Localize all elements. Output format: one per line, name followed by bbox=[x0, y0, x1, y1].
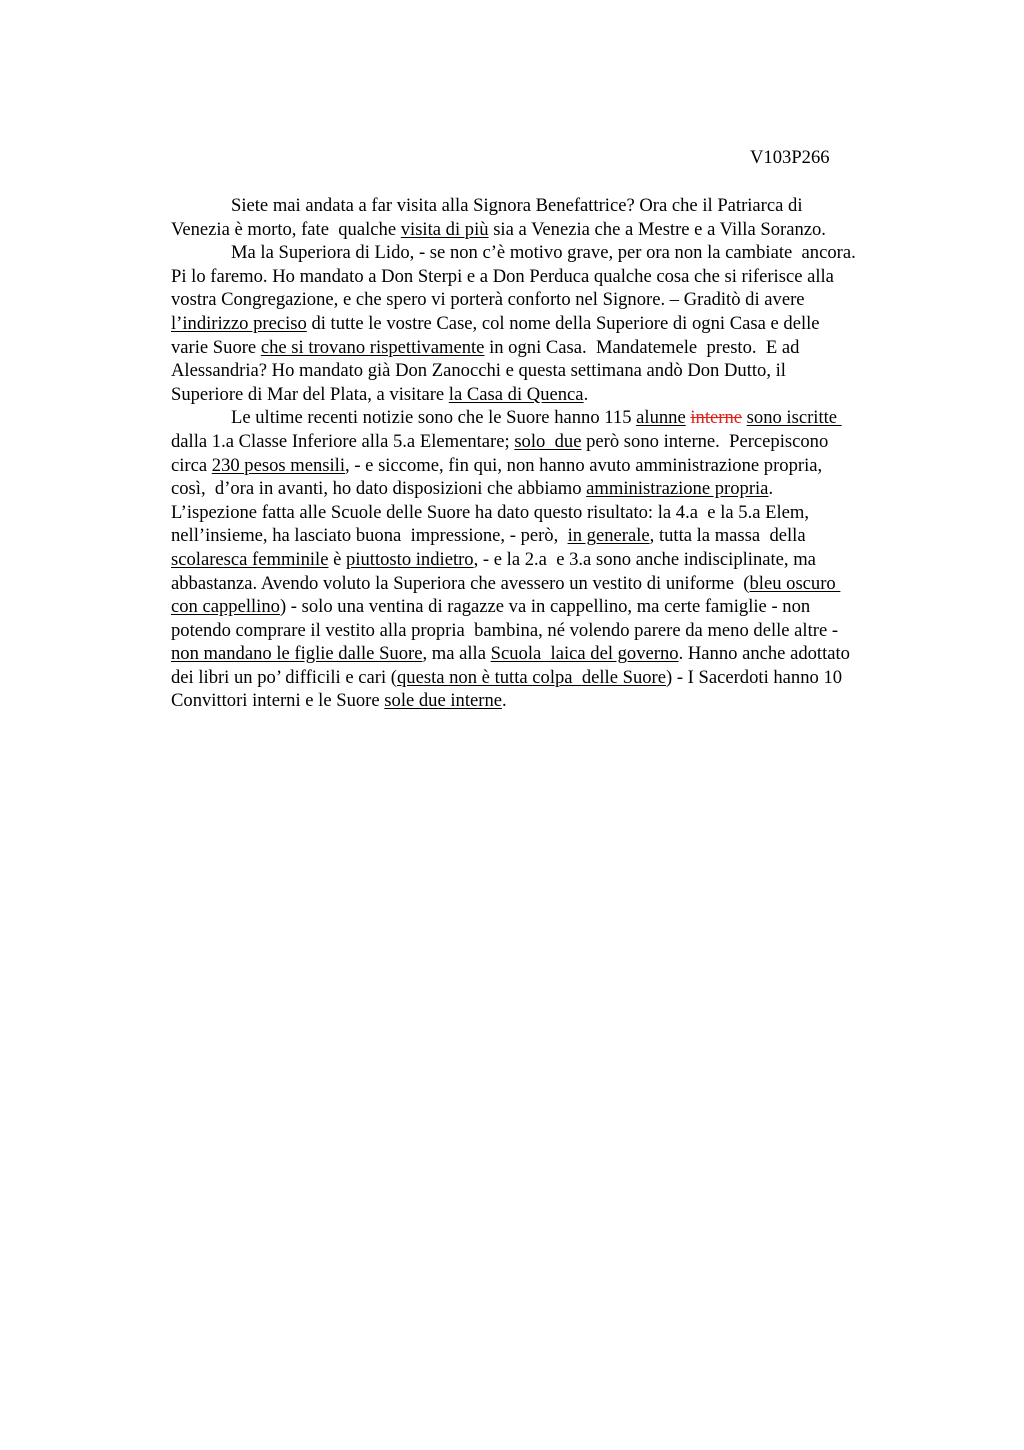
text-line bbox=[171, 548, 931, 572]
text-line bbox=[171, 572, 931, 596]
text-line bbox=[171, 501, 931, 525]
text-line bbox=[171, 524, 931, 548]
text-run: abbastanza. Avendo voluto la Superiora che avessero un vestito di uniforme ( bbox=[171, 572, 750, 594]
text-run: , - e siccome, fin qui, non hanno avuto amministrazione propria, bbox=[345, 454, 823, 476]
text-run: . bbox=[768, 478, 774, 500]
letter-body bbox=[171, 194, 931, 713]
underlined-text: non mandano le figlie dalle Suore bbox=[171, 643, 423, 665]
text-run: dei libri un po’ difficili e cari ( bbox=[171, 666, 397, 688]
text-run: vostra Congregazione, e che spero vi porterà conforto nel Signore. – Graditò di avere bbox=[171, 289, 805, 311]
text-run: di tutte le vostre Case, col nome della Superiore di ogni Casa e delle bbox=[306, 312, 820, 334]
text-line bbox=[171, 241, 931, 265]
text-line bbox=[171, 406, 931, 430]
struck-text: interne bbox=[690, 407, 742, 429]
text-run: potendo comprare il vestito alla propria bambina, né volendo parere da meno delle altre - bbox=[171, 619, 839, 641]
text-line bbox=[171, 336, 931, 360]
text-line bbox=[171, 218, 931, 242]
text-run: in ogni Casa. Mandatemele presto. E ad bbox=[484, 336, 800, 358]
text-line bbox=[171, 265, 931, 289]
underlined-text: 230 pesos mensili bbox=[211, 454, 346, 476]
text-run: Siete mai andata a far visita alla Signora Benefattrice? Ora che il Patriarca di bbox=[231, 195, 803, 216]
text-run: , tutta la massa della bbox=[649, 525, 806, 547]
text-run: . bbox=[502, 690, 507, 712]
text-line bbox=[171, 666, 931, 690]
text-run: Pi lo faremo. Ho mandato a Don Sterpi e a Don Perduca qualche cosa che si riferisce alla bbox=[171, 265, 834, 287]
text-run: Alessandria? Ho mandato già Don Zanocchi e questa settimana andò Don Dutto, il bbox=[171, 360, 786, 382]
text-run: varie Suore bbox=[171, 336, 261, 358]
text-line bbox=[171, 383, 931, 407]
text-run: , ma alla bbox=[422, 643, 491, 665]
text-run: dalla 1.a Classe Inferiore alla 5.a Elementare; bbox=[171, 430, 515, 452]
text-run: Convittori interni e le Suore bbox=[171, 690, 385, 712]
text-line bbox=[171, 288, 931, 312]
underlined-text: sole due interne bbox=[384, 690, 502, 712]
text-line bbox=[171, 359, 931, 383]
underlined-text: scolaresca femminile bbox=[171, 548, 329, 570]
document-id: V103P266 bbox=[750, 147, 830, 168]
underlined-text: questa non è tutta colpa delle Suore bbox=[396, 666, 666, 688]
text-run: così, d’ora in avanti, ho dato disposizioni che abbiamo bbox=[171, 478, 587, 500]
underlined-text: visita di più bbox=[400, 218, 489, 240]
text-run: Venezia è morto, fate qualche bbox=[171, 218, 401, 240]
text-run: sia a Venezia che a Mestre e a Villa Soranzo. bbox=[488, 218, 826, 240]
text-line bbox=[171, 595, 931, 619]
text-line bbox=[171, 454, 931, 478]
text-run: . Hanno anche adottato bbox=[678, 643, 850, 665]
text-line bbox=[171, 312, 931, 336]
text-run: Ma la Superiora di Lido, - se non c’è motivo grave, per ora non la cambiate ancora. bbox=[231, 242, 856, 264]
text-line bbox=[171, 642, 931, 666]
text-line bbox=[171, 689, 931, 713]
text-run: circa bbox=[171, 454, 212, 476]
text-run: però sono interne. Percepiscono bbox=[581, 430, 829, 452]
text-line bbox=[171, 619, 931, 643]
underlined-text: la Casa di Quenca bbox=[448, 383, 584, 405]
text-line bbox=[171, 430, 931, 454]
text-line bbox=[171, 477, 931, 501]
text-run: Superiore di Mar del Plata, a visitare bbox=[171, 383, 449, 405]
text-line bbox=[171, 194, 931, 218]
underlined-text: bleu oscuro bbox=[749, 572, 841, 594]
underlined-text: Scuola laica del governo bbox=[490, 643, 679, 665]
text-run: è bbox=[328, 548, 347, 570]
text-run: Le ultime recenti notizie sono che le Suore hanno 115 bbox=[231, 407, 637, 429]
underlined-text: alunne bbox=[636, 407, 686, 429]
underlined-text: con cappellino bbox=[171, 596, 280, 618]
underlined-text: sono iscritte bbox=[746, 407, 842, 429]
underlined-text: che si trovano rispettivamente bbox=[260, 336, 485, 358]
text-run: ) - I Sacerdoti hanno 10 bbox=[666, 666, 843, 688]
text-run: ) - solo una ventina di ragazze va in cappellino, ma certe famiglie - non bbox=[279, 596, 811, 618]
underlined-text: piuttosto indietro bbox=[346, 548, 474, 570]
text-run: L’ispezione fatta alle Scuole delle Suore ha dato questo risultato: la 4.a e la 5.a Elem, bbox=[171, 501, 810, 523]
text-run: nell’insieme, ha lasciato buona impressione, - però, bbox=[171, 525, 568, 547]
underlined-text: in generale bbox=[567, 525, 650, 547]
text-run: . bbox=[583, 383, 589, 405]
underlined-text: l’indirizzo preciso bbox=[171, 312, 307, 334]
underlined-text: solo due bbox=[514, 430, 582, 452]
underlined-text: amministrazione propria bbox=[586, 478, 769, 500]
text-run: , - e la 2.a e 3.a sono anche indisciplinate, ma bbox=[473, 548, 816, 570]
